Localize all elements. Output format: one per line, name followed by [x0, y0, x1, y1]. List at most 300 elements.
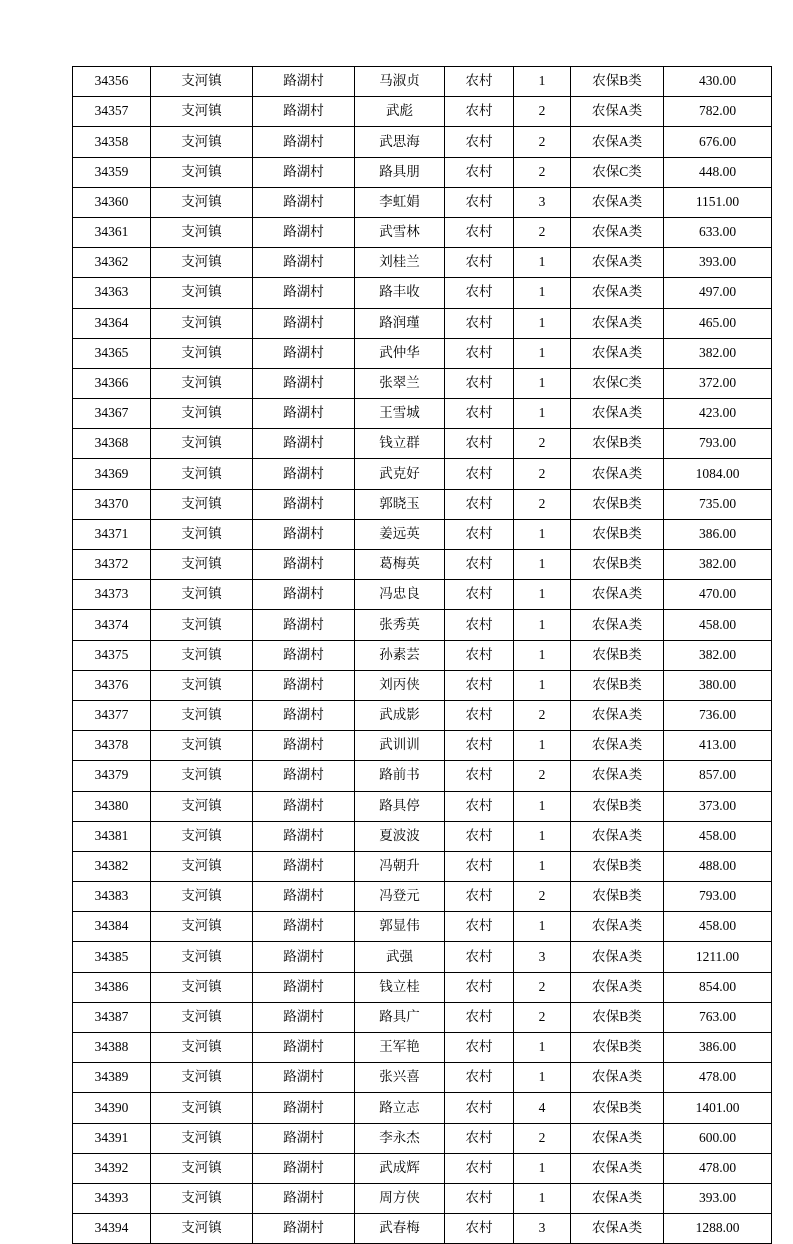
cell-village: 路湖村	[253, 97, 355, 127]
cell-amount: 430.00	[664, 67, 772, 97]
cell-id: 34359	[73, 157, 151, 187]
cell-id: 34386	[73, 972, 151, 1002]
cell-name: 路具朋	[355, 157, 445, 187]
cell-count: 1	[514, 610, 571, 640]
cell-type: 农村	[445, 1093, 514, 1123]
cell-category: 农保A类	[571, 912, 664, 942]
table-row	[73, 640, 772, 670]
cell-village: 路湖村	[253, 610, 355, 640]
cell-town: 支河镇	[151, 429, 253, 459]
cell-village: 路湖村	[253, 459, 355, 489]
cell-id: 34363	[73, 278, 151, 308]
cell-village: 路湖村	[253, 640, 355, 670]
cell-type: 农村	[445, 157, 514, 187]
cell-amount: 854.00	[664, 972, 772, 1002]
cell-type: 农村	[445, 519, 514, 549]
cell-type: 农村	[445, 942, 514, 972]
cell-id: 34371	[73, 519, 151, 549]
table-row	[73, 791, 772, 821]
cell-count: 1	[514, 338, 571, 368]
table-row	[73, 67, 772, 97]
cell-id: 34381	[73, 821, 151, 851]
cell-type: 农村	[445, 580, 514, 610]
cell-town: 支河镇	[151, 1033, 253, 1063]
cell-amount: 382.00	[664, 640, 772, 670]
cell-count: 2	[514, 127, 571, 157]
cell-category: 农保A类	[571, 308, 664, 338]
cell-amount: 1151.00	[664, 187, 772, 217]
cell-town: 支河镇	[151, 851, 253, 881]
cell-category: 农保B类	[571, 550, 664, 580]
cell-name: 郭显伟	[355, 912, 445, 942]
cell-type: 农村	[445, 821, 514, 851]
cell-count: 2	[514, 972, 571, 1002]
cell-type: 农村	[445, 972, 514, 1002]
cell-name: 武克好	[355, 459, 445, 489]
cell-id: 34380	[73, 791, 151, 821]
cell-name: 王军艳	[355, 1033, 445, 1063]
cell-type: 农村	[445, 731, 514, 761]
table-row	[73, 670, 772, 700]
cell-town: 支河镇	[151, 368, 253, 398]
cell-amount: 458.00	[664, 821, 772, 851]
cell-amount: 423.00	[664, 399, 772, 429]
cell-id: 34357	[73, 97, 151, 127]
cell-village: 路湖村	[253, 1033, 355, 1063]
cell-town: 支河镇	[151, 670, 253, 700]
cell-category: 农保B类	[571, 851, 664, 881]
cell-category: 农保A类	[571, 127, 664, 157]
cell-category: 农保A类	[571, 821, 664, 851]
cell-count: 1	[514, 308, 571, 338]
cell-id: 34377	[73, 700, 151, 730]
table-row	[73, 1123, 772, 1153]
cell-village: 路湖村	[253, 942, 355, 972]
cell-name: 姜远英	[355, 519, 445, 549]
cell-id: 34356	[73, 67, 151, 97]
cell-type: 农村	[445, 1183, 514, 1213]
table-row	[73, 972, 772, 1002]
cell-category: 农保A类	[571, 97, 664, 127]
table-row	[73, 550, 772, 580]
cell-village: 路湖村	[253, 278, 355, 308]
cell-name: 葛梅英	[355, 550, 445, 580]
cell-id: 34389	[73, 1063, 151, 1093]
cell-category: 农保A类	[571, 248, 664, 278]
cell-name: 钱立群	[355, 429, 445, 459]
cell-amount: 1084.00	[664, 459, 772, 489]
table-row	[73, 519, 772, 549]
cell-type: 农村	[445, 610, 514, 640]
table-row	[73, 459, 772, 489]
cell-town: 支河镇	[151, 1214, 253, 1244]
cell-count: 1	[514, 399, 571, 429]
cell-town: 支河镇	[151, 700, 253, 730]
cell-town: 支河镇	[151, 1183, 253, 1213]
cell-village: 路湖村	[253, 338, 355, 368]
cell-category: 农保A类	[571, 610, 664, 640]
cell-village: 路湖村	[253, 1123, 355, 1153]
cell-count: 1	[514, 368, 571, 398]
cell-category: 农保C类	[571, 157, 664, 187]
cell-count: 1	[514, 791, 571, 821]
table-row	[73, 1183, 772, 1213]
cell-town: 支河镇	[151, 821, 253, 851]
cell-id: 34369	[73, 459, 151, 489]
cell-category: 农保B类	[571, 489, 664, 519]
cell-id: 34362	[73, 248, 151, 278]
cell-town: 支河镇	[151, 459, 253, 489]
cell-id: 34384	[73, 912, 151, 942]
table-row	[73, 248, 772, 278]
cell-village: 路湖村	[253, 519, 355, 549]
cell-amount: 857.00	[664, 761, 772, 791]
cell-type: 农村	[445, 97, 514, 127]
cell-category: 农保A类	[571, 278, 664, 308]
cell-count: 2	[514, 217, 571, 247]
cell-village: 路湖村	[253, 580, 355, 610]
cell-count: 1	[514, 248, 571, 278]
table-row	[73, 338, 772, 368]
cell-type: 农村	[445, 700, 514, 730]
cell-type: 农村	[445, 67, 514, 97]
cell-village: 路湖村	[253, 368, 355, 398]
cell-amount: 386.00	[664, 519, 772, 549]
cell-village: 路湖村	[253, 489, 355, 519]
cell-id: 34379	[73, 761, 151, 791]
cell-name: 武训训	[355, 731, 445, 761]
table-row	[73, 187, 772, 217]
cell-village: 路湖村	[253, 308, 355, 338]
cell-town: 支河镇	[151, 187, 253, 217]
cell-id: 34372	[73, 550, 151, 580]
cell-amount: 373.00	[664, 791, 772, 821]
cell-category: 农保A类	[571, 1153, 664, 1183]
cell-village: 路湖村	[253, 217, 355, 247]
cell-village: 路湖村	[253, 67, 355, 97]
cell-name: 武强	[355, 942, 445, 972]
cell-amount: 413.00	[664, 731, 772, 761]
cell-amount: 470.00	[664, 580, 772, 610]
cell-id: 34394	[73, 1214, 151, 1244]
table-row	[73, 851, 772, 881]
table-row	[73, 157, 772, 187]
cell-type: 农村	[445, 550, 514, 580]
cell-name: 王雪城	[355, 399, 445, 429]
cell-name: 马淑贞	[355, 67, 445, 97]
cell-name: 武雪林	[355, 217, 445, 247]
cell-village: 路湖村	[253, 700, 355, 730]
cell-town: 支河镇	[151, 731, 253, 761]
subsidy-table	[72, 66, 772, 1244]
cell-town: 支河镇	[151, 972, 253, 1002]
cell-count: 1	[514, 519, 571, 549]
cell-id: 34375	[73, 640, 151, 670]
cell-type: 农村	[445, 459, 514, 489]
table-row	[73, 127, 772, 157]
cell-type: 农村	[445, 912, 514, 942]
cell-category: 农保B类	[571, 670, 664, 700]
cell-id: 34370	[73, 489, 151, 519]
cell-type: 农村	[445, 851, 514, 881]
cell-count: 2	[514, 489, 571, 519]
cell-village: 路湖村	[253, 1183, 355, 1213]
cell-amount: 600.00	[664, 1123, 772, 1153]
cell-name: 张秀英	[355, 610, 445, 640]
cell-town: 支河镇	[151, 519, 253, 549]
cell-village: 路湖村	[253, 912, 355, 942]
cell-count: 2	[514, 700, 571, 730]
cell-type: 农村	[445, 399, 514, 429]
cell-id: 34373	[73, 580, 151, 610]
cell-id: 34376	[73, 670, 151, 700]
cell-amount: 793.00	[664, 882, 772, 912]
cell-type: 农村	[445, 640, 514, 670]
cell-village: 路湖村	[253, 1063, 355, 1093]
cell-village: 路湖村	[253, 429, 355, 459]
cell-name: 路前书	[355, 761, 445, 791]
cell-name: 夏波波	[355, 821, 445, 851]
cell-name: 张翠兰	[355, 368, 445, 398]
cell-amount: 386.00	[664, 1033, 772, 1063]
cell-amount: 448.00	[664, 157, 772, 187]
cell-count: 4	[514, 1093, 571, 1123]
cell-amount: 1401.00	[664, 1093, 772, 1123]
table-row	[73, 489, 772, 519]
cell-type: 农村	[445, 1214, 514, 1244]
cell-amount: 633.00	[664, 217, 772, 247]
cell-category: 农保A类	[571, 399, 664, 429]
table-body	[73, 67, 772, 1244]
cell-count: 1	[514, 580, 571, 610]
cell-category: 农保A类	[571, 761, 664, 791]
cell-count: 3	[514, 942, 571, 972]
cell-id: 34378	[73, 731, 151, 761]
cell-count: 1	[514, 1063, 571, 1093]
cell-amount: 478.00	[664, 1063, 772, 1093]
cell-count: 1	[514, 67, 571, 97]
cell-name: 武彪	[355, 97, 445, 127]
cell-town: 支河镇	[151, 1093, 253, 1123]
table-row	[73, 700, 772, 730]
cell-name: 武成辉	[355, 1153, 445, 1183]
table-row	[73, 1153, 772, 1183]
cell-town: 支河镇	[151, 248, 253, 278]
cell-name: 钱立桂	[355, 972, 445, 1002]
cell-category: 农保A类	[571, 217, 664, 247]
table-row	[73, 1033, 772, 1063]
cell-amount: 458.00	[664, 912, 772, 942]
cell-name: 路润瑾	[355, 308, 445, 338]
cell-id: 34367	[73, 399, 151, 429]
cell-category: 农保B类	[571, 640, 664, 670]
cell-town: 支河镇	[151, 1153, 253, 1183]
cell-village: 路湖村	[253, 670, 355, 700]
table-row	[73, 97, 772, 127]
cell-count: 1	[514, 278, 571, 308]
table-row	[73, 580, 772, 610]
cell-category: 农保A类	[571, 1214, 664, 1244]
cell-amount: 393.00	[664, 248, 772, 278]
cell-category: 农保B类	[571, 519, 664, 549]
cell-town: 支河镇	[151, 399, 253, 429]
cell-town: 支河镇	[151, 67, 253, 97]
cell-amount: 782.00	[664, 97, 772, 127]
cell-village: 路湖村	[253, 248, 355, 278]
table-row	[73, 610, 772, 640]
cell-town: 支河镇	[151, 489, 253, 519]
table-row	[73, 217, 772, 247]
cell-category: 农保A类	[571, 700, 664, 730]
cell-amount: 393.00	[664, 1183, 772, 1213]
cell-id: 34374	[73, 610, 151, 640]
cell-category: 农保B类	[571, 1033, 664, 1063]
cell-type: 农村	[445, 1063, 514, 1093]
cell-name: 冯登元	[355, 882, 445, 912]
cell-amount: 478.00	[664, 1153, 772, 1183]
cell-count: 1	[514, 1153, 571, 1183]
cell-village: 路湖村	[253, 1093, 355, 1123]
cell-count: 2	[514, 1123, 571, 1153]
cell-amount: 382.00	[664, 338, 772, 368]
cell-count: 2	[514, 97, 571, 127]
cell-village: 路湖村	[253, 791, 355, 821]
cell-name: 李虹娟	[355, 187, 445, 217]
cell-type: 农村	[445, 127, 514, 157]
cell-category: 农保A类	[571, 338, 664, 368]
cell-id: 34358	[73, 127, 151, 157]
cell-name: 刘丙侠	[355, 670, 445, 700]
cell-name: 李永杰	[355, 1123, 445, 1153]
cell-id: 34387	[73, 1002, 151, 1032]
cell-type: 农村	[445, 308, 514, 338]
cell-type: 农村	[445, 882, 514, 912]
cell-village: 路湖村	[253, 399, 355, 429]
cell-town: 支河镇	[151, 1123, 253, 1153]
cell-id: 34364	[73, 308, 151, 338]
cell-category: 农保A类	[571, 1183, 664, 1213]
cell-village: 路湖村	[253, 851, 355, 881]
cell-count: 2	[514, 157, 571, 187]
cell-amount: 735.00	[664, 489, 772, 519]
cell-village: 路湖村	[253, 1153, 355, 1183]
cell-type: 农村	[445, 278, 514, 308]
cell-type: 农村	[445, 761, 514, 791]
cell-town: 支河镇	[151, 580, 253, 610]
cell-count: 2	[514, 882, 571, 912]
cell-category: 农保A类	[571, 1063, 664, 1093]
cell-category: 农保B类	[571, 429, 664, 459]
cell-town: 支河镇	[151, 761, 253, 791]
cell-name: 路具停	[355, 791, 445, 821]
cell-count: 1	[514, 821, 571, 851]
cell-type: 农村	[445, 1033, 514, 1063]
cell-category: 农保B类	[571, 882, 664, 912]
cell-amount: 382.00	[664, 550, 772, 580]
cell-count: 1	[514, 550, 571, 580]
cell-type: 农村	[445, 368, 514, 398]
cell-name: 郭晓玉	[355, 489, 445, 519]
cell-type: 农村	[445, 248, 514, 278]
cell-count: 1	[514, 1183, 571, 1213]
cell-village: 路湖村	[253, 882, 355, 912]
cell-type: 农村	[445, 187, 514, 217]
cell-id: 34383	[73, 882, 151, 912]
cell-id: 34388	[73, 1033, 151, 1063]
cell-category: 农保A类	[571, 187, 664, 217]
cell-category: 农保B类	[571, 1002, 664, 1032]
cell-name: 刘桂兰	[355, 248, 445, 278]
cell-name: 武仲华	[355, 338, 445, 368]
cell-type: 农村	[445, 1123, 514, 1153]
cell-amount: 1211.00	[664, 942, 772, 972]
cell-village: 路湖村	[253, 1002, 355, 1032]
cell-id: 34392	[73, 1153, 151, 1183]
cell-category: 农保A类	[571, 459, 664, 489]
cell-amount: 488.00	[664, 851, 772, 881]
cell-count: 1	[514, 1033, 571, 1063]
cell-category: 农保A类	[571, 972, 664, 1002]
cell-amount: 763.00	[664, 1002, 772, 1032]
cell-village: 路湖村	[253, 972, 355, 1002]
cell-town: 支河镇	[151, 217, 253, 247]
cell-town: 支河镇	[151, 882, 253, 912]
cell-town: 支河镇	[151, 550, 253, 580]
cell-name: 武思海	[355, 127, 445, 157]
cell-id: 34360	[73, 187, 151, 217]
cell-name: 孙素芸	[355, 640, 445, 670]
cell-type: 农村	[445, 217, 514, 247]
cell-town: 支河镇	[151, 912, 253, 942]
cell-name: 武春梅	[355, 1214, 445, 1244]
cell-village: 路湖村	[253, 761, 355, 791]
cell-type: 农村	[445, 791, 514, 821]
table-row	[73, 308, 772, 338]
table-row	[73, 761, 772, 791]
cell-town: 支河镇	[151, 610, 253, 640]
cell-amount: 793.00	[664, 429, 772, 459]
cell-id: 34368	[73, 429, 151, 459]
cell-category: 农保A类	[571, 731, 664, 761]
table-row	[73, 1093, 772, 1123]
cell-category: 农保B类	[571, 1093, 664, 1123]
cell-town: 支河镇	[151, 97, 253, 127]
cell-category: 农保A类	[571, 580, 664, 610]
table-row	[73, 1063, 772, 1093]
cell-name: 周方侠	[355, 1183, 445, 1213]
cell-count: 1	[514, 731, 571, 761]
cell-type: 农村	[445, 489, 514, 519]
cell-amount: 380.00	[664, 670, 772, 700]
cell-village: 路湖村	[253, 821, 355, 851]
cell-category: 农保A类	[571, 1123, 664, 1153]
cell-town: 支河镇	[151, 338, 253, 368]
cell-id: 34385	[73, 942, 151, 972]
cell-name: 武成影	[355, 700, 445, 730]
table-row	[73, 429, 772, 459]
cell-id: 34361	[73, 217, 151, 247]
cell-type: 农村	[445, 338, 514, 368]
cell-id: 34365	[73, 338, 151, 368]
cell-town: 支河镇	[151, 640, 253, 670]
cell-name: 路具广	[355, 1002, 445, 1032]
cell-town: 支河镇	[151, 157, 253, 187]
cell-town: 支河镇	[151, 791, 253, 821]
table-row	[73, 912, 772, 942]
table-row	[73, 1214, 772, 1244]
cell-village: 路湖村	[253, 550, 355, 580]
cell-category: 农保C类	[571, 368, 664, 398]
